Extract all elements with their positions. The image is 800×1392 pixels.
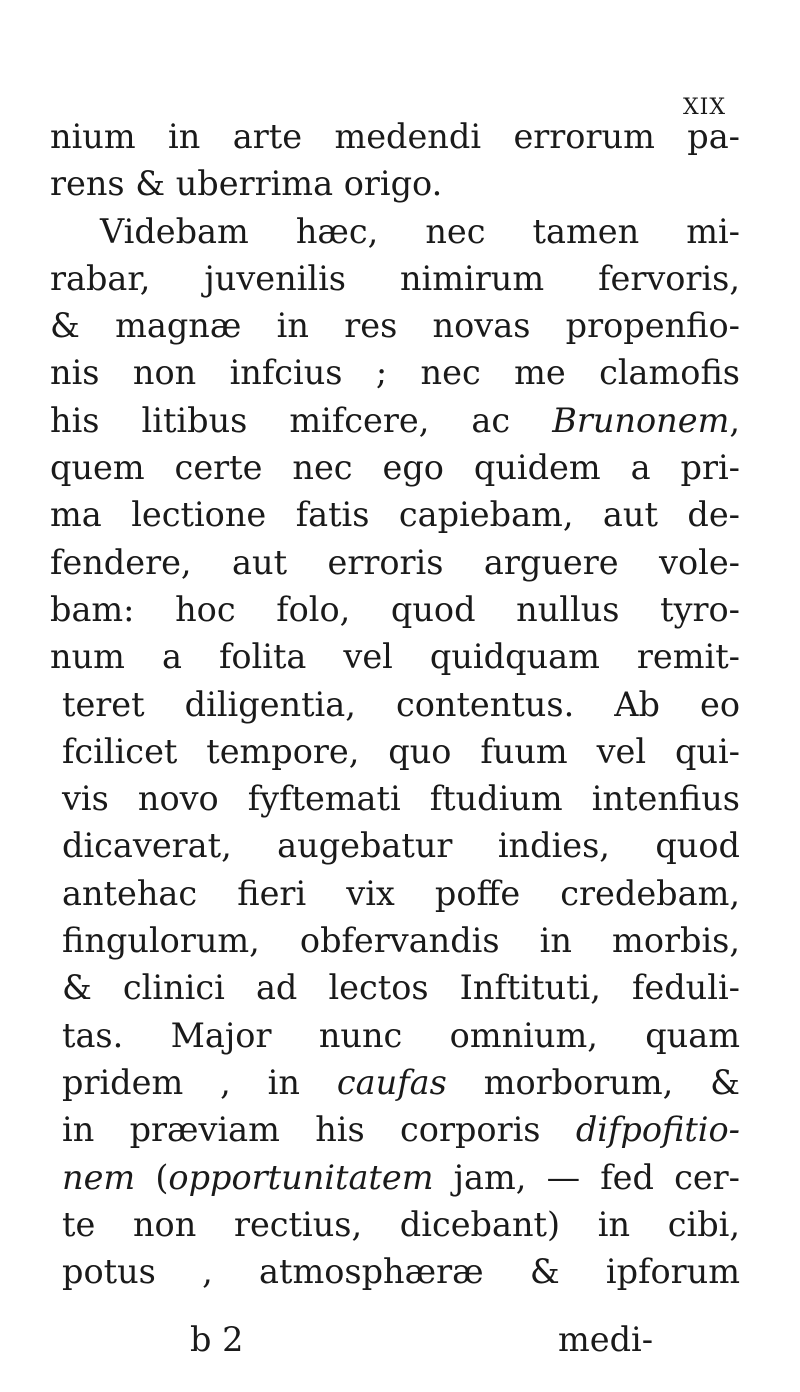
text-line: potus , atmosphæræ & ipforum (62, 1252, 740, 1292)
signature-mark: b 2 (190, 1320, 244, 1359)
text-line: Videbam hæc, nec tamen mi- (100, 211, 740, 251)
text-line: fendere, aut erroris arguere vole- (50, 542, 740, 582)
text-line: te non rectius, dicebant) in cibi, (62, 1204, 740, 1244)
italic-name: Brunonem (552, 400, 730, 440)
italic-word: caufas (336, 1062, 447, 1102)
text-line: rabar, juvenilis nimirum fervoris, (50, 258, 740, 298)
body-text (50, 113, 740, 1295)
text-line: bam: hoc folo, quod nullus tyro- (50, 589, 740, 629)
text-line: rens & uberrima origo. (50, 164, 443, 204)
text-segment: ( (155, 1157, 169, 1197)
catchword: medi- (558, 1320, 654, 1359)
text-line (50, 1059, 740, 1106)
text-line: nis non infcius ; nec me clamofis (50, 353, 740, 393)
italic-word: nem (62, 1157, 136, 1197)
text-line: ma lectione fatis capiebam, aut de- (50, 495, 740, 535)
text-segment: his litibus mifcere, ac (50, 400, 511, 440)
text-line: teret diligentia, contentus. Ab eo (62, 684, 740, 724)
text-segment: in præviam his corporis (62, 1110, 541, 1150)
text-line: tas. Major nunc omnium, quam (62, 1015, 740, 1055)
text-line (50, 397, 740, 444)
text-line: & magnæ in res novas propenfio- (50, 306, 740, 346)
page-number: XIX (682, 95, 726, 120)
text-line: nium in arte medendi errorum pa- (50, 117, 740, 156)
text-segment: morborum, & (483, 1062, 741, 1102)
italic-word: difpofitio- (575, 1110, 740, 1150)
text-line: fcilicet tempore, quo fuum vel qui- (62, 731, 740, 771)
text-line: quem certe nec ego quidem a pri- (50, 448, 740, 488)
text-line: num a folita vel quidquam remit- (50, 637, 740, 677)
text-line (50, 1106, 740, 1153)
text-segment: pridem , in (62, 1062, 300, 1102)
text-segment: , (729, 400, 740, 440)
text-line: dicaverat, augebatur indies, quod (62, 826, 740, 866)
text-line: antehac fieri vix poffe credebam, (62, 873, 740, 913)
text-segment: jam, — fed cer- (453, 1157, 741, 1197)
text-line: vis novo fyftemati ftudium intenfius (62, 779, 740, 819)
italic-word: opportunitatem (168, 1157, 434, 1197)
text-line: fingulorum, obfervandis in morbis, (62, 921, 740, 961)
text-line: & clinici ad lectos Inftituti, feduli- (62, 968, 740, 1008)
text-line (50, 1154, 740, 1201)
